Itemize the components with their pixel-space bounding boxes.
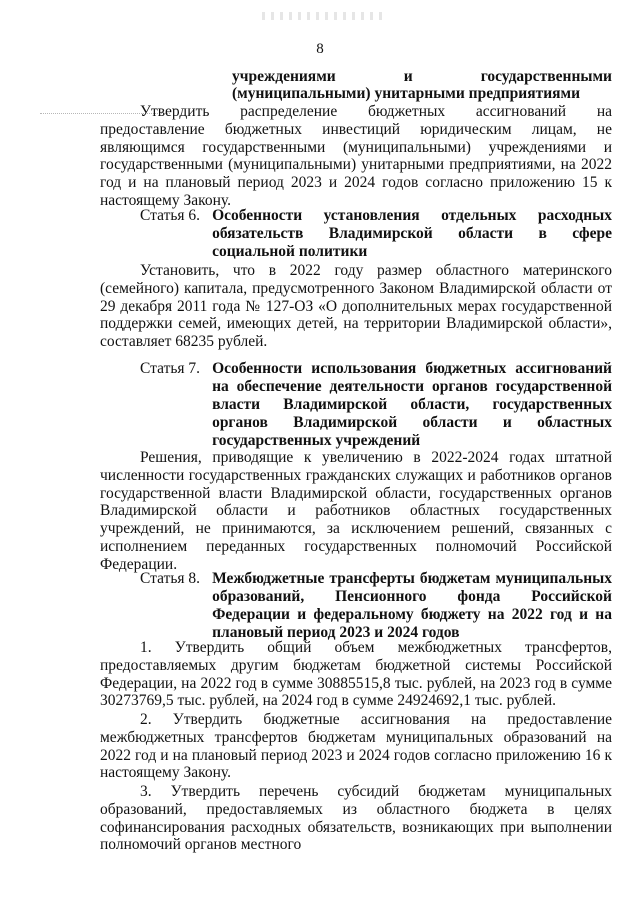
article-7-title: Особенности использования бюджетных ассигнований на обеспечение деятельности органов государственной власти Владимирской области, государственных органов Владимирской области и областных государственных учреждений [212, 360, 612, 449]
article-5-heading-continuation: учреждениями и государственными (муниципальными) унитарными предприятиями [232, 68, 612, 102]
article-6-title: Особенности установления отдельных расходных обязательств Владимирской области в сфере социальной политики [212, 207, 612, 260]
article-6-heading [140, 207, 612, 261]
article-8-item-1: 1. Утвердить общий объем межбюджетных трансфертов, предоставляемых другим бюджетам бюджетной системы Российской Федерации, на 2022 год в сумме 30885515,8 тыс. рублей, на 2023 год в сумме 30273769,5 тыс. рублей, на 2024 год в сумме 24924692,1 тыс. рублей. [100, 639, 612, 710]
page-number: 8 [316, 41, 324, 57]
article-8-item-2: 2. Утвердить бюджетные ассигнования на предоставление межбюджетных трансфертов бюджетам муниципальных образований на 2022 год и на плановый период 2023 и 2024 годов согласно приложению 16 к настоящему Закону. [100, 711, 612, 782]
article-6-paragraph: Установить, что в 2022 году размер областного материнского (семейного) капитала, предусмотренного Законом Владимирской области от 29 декабря 2011 года № 127-ОЗ «О дополнительных мерах государственной поддержки семей, имеющих детей, на территории Владимирской области», составляет 68235 рублей. [100, 262, 612, 351]
article-8-title: Межбюджетные трансферты бюджетам муниципальных образований, Пенсионного фонда Российской Федерации и федеральному бюджету на 2022 год и на плановый период 2023 и 2024 годов [212, 570, 612, 641]
article-7-paragraph: Решения, приводящие к увеличению в 2022-2024 годах штатной численности государственных гражданских служащих и работников органов государственной власти Владимирской области, государственных органов Владимирской области и работников областных государственных учреждений, не принимаются, за исключением решений, связанных с исполнением переданных государственных полномочий Российской Федерации. [100, 449, 612, 573]
article-5-paragraph: Утвердить распределение бюджетных ассигнований на предоставление бюджетных инвестиций юридическим лицам, не являющимся государственными (муниципальными) учреждениями и государственными (муниципальными) унитарными предприятиями, на 2022 год и на плановый период 2023 и 2024 годов согласно приложению 15 к настоящему Закону. [100, 103, 612, 209]
article-7-heading [140, 360, 612, 450]
article-6-label: Статья 6. [140, 207, 201, 224]
scan-artifact [262, 12, 382, 20]
article-8-heading [140, 570, 612, 642]
article-7-label: Статья 7. [140, 360, 201, 377]
article-8-item-3: 3. Утвердить перечень субсидий бюджетам муниципальных образований, предоставляемых из областного бюджета в целях софинансирования расходных обязательств, возникающих при выполнении полномочий органов местного [100, 783, 612, 854]
article-8-label: Статья 8. [140, 570, 201, 587]
